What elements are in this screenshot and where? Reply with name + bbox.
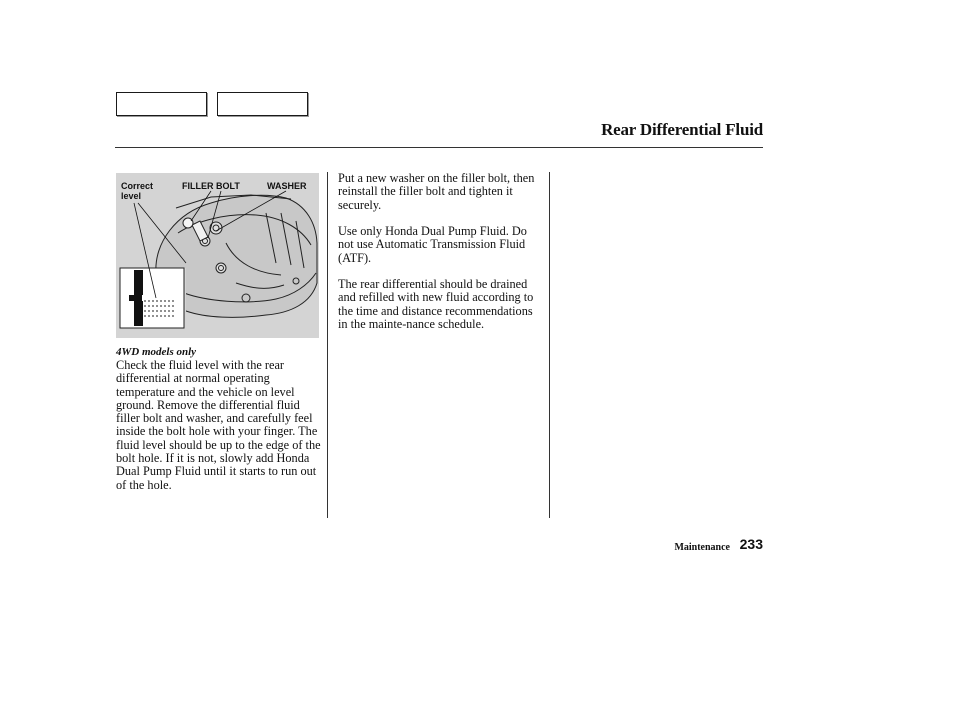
washer-instructions: Put a new washer on the filler bolt, then reinstall the filler bolt and tighten it securely. bbox=[338, 171, 535, 212]
column-divider-1 bbox=[327, 172, 328, 518]
footer-section-label: Maintenance bbox=[674, 542, 730, 553]
maintenance-schedule-note: The rear differential should be drained and refilled with new fluid according to the time and distance recommendations in the mainte-nance schedule. bbox=[338, 277, 534, 331]
header-rule bbox=[115, 147, 763, 148]
page-number: 233 bbox=[739, 536, 763, 552]
filler-bolt-label: FILLER BOLT bbox=[182, 181, 240, 191]
correct-level-label: Correct level bbox=[121, 181, 154, 201]
figure-caption: 4WD models only bbox=[116, 346, 197, 358]
column-divider-2 bbox=[549, 172, 550, 518]
nav-tab-box-1[interactable] bbox=[116, 92, 207, 116]
differential-illustration bbox=[116, 173, 319, 338]
nav-tab-box-2[interactable] bbox=[217, 92, 308, 116]
page-title: Rear Differential Fluid bbox=[601, 120, 763, 139]
fluid-check-instructions: Check the fluid level with the rear differential at normal operating temperature and the vehicle on level ground. Remove the differential fluid filler bolt and washer, and carefully feel inside the bolt hole with your finger. The fluid level should be up to the edge of the bolt hole. If it is not, slowly add Honda Dual Pump Fluid until it starts to run out of the hole. bbox=[116, 358, 321, 492]
washer-label: WASHER bbox=[267, 181, 307, 191]
fluid-type-note: Use only Honda Dual Pump Fluid. Do not use Automatic Transmission Fluid (ATF). bbox=[338, 224, 527, 265]
